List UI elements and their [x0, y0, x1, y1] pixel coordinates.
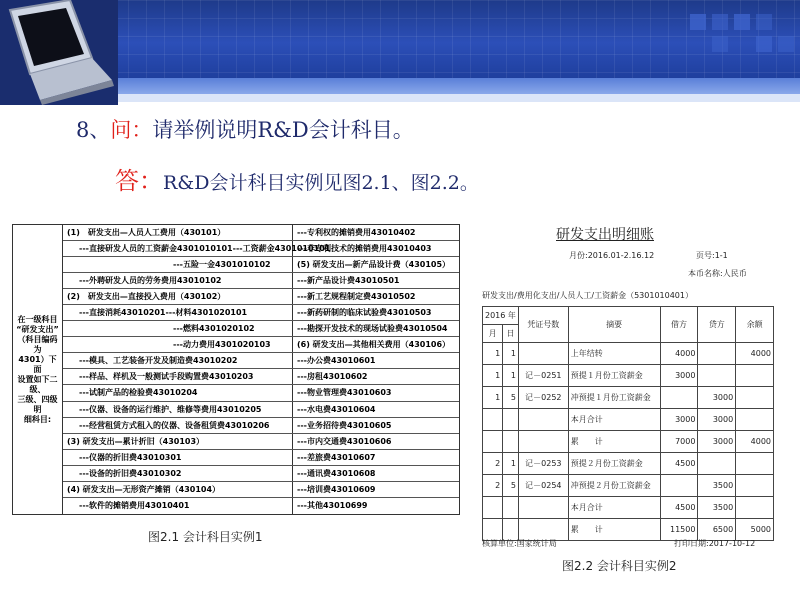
ledger-cell-v: 记－0252	[518, 387, 568, 409]
ledger-cell-s: 本月合计	[568, 497, 660, 519]
ledger-cell-dr	[660, 387, 698, 409]
account-subject-table-1	[12, 224, 460, 515]
ledger-cell-dr: 11500	[660, 519, 698, 541]
account-row	[63, 450, 459, 466]
ledger-cell-v	[518, 431, 568, 453]
ledger-cell-bal: 4000	[736, 343, 774, 365]
ledger-cell-bal	[736, 387, 774, 409]
question-text: 请举例说明R&D会计科目。	[152, 118, 414, 142]
ledger-cell-dr	[660, 475, 698, 497]
ledger-cell-s: 本月合计	[568, 409, 660, 431]
account-row-left: ---软件的摊销费用43010401	[63, 498, 293, 514]
ledger-cell-dr: 3000	[660, 409, 698, 431]
ledger-account: 研发支出/费用化支出/人员人工/工资薪金（5301010401）	[482, 291, 693, 300]
ledger-row	[483, 409, 774, 431]
ledger-cell-m	[483, 431, 503, 453]
slide-header-banner	[0, 0, 800, 105]
answer-line	[115, 161, 479, 196]
ledger-row	[483, 343, 774, 365]
account-row-right: ---办公费43010601	[297, 356, 376, 366]
ledger-cell-s: 上年结转	[568, 343, 660, 365]
account-row-right: ---差旅费43010607	[297, 452, 376, 462]
ledger-cell-s: 预提２月份工资薪金	[568, 453, 660, 475]
account-row-left: ---模具、工艺装备开发及制造费43010202	[63, 353, 293, 368]
ledger-cell-d: 1	[503, 365, 519, 387]
ledger-print-date: 打印日期:2017-10-12	[674, 539, 756, 548]
ledger-cell-s: 冲预提２月份工资薪金	[568, 475, 660, 497]
month-header: 月	[483, 325, 503, 343]
ledger-cell-v: 记－0254	[518, 475, 568, 497]
ledger-cell-m: 1	[483, 365, 503, 387]
account-row	[63, 385, 459, 401]
account-rows	[63, 225, 459, 514]
ledger-cell-d: 5	[503, 387, 519, 409]
ledger-row	[483, 365, 774, 387]
account-row	[63, 418, 459, 434]
account-row	[63, 241, 459, 257]
ledger-month: 月份:2016.01-2.16.12	[569, 251, 655, 260]
ledger-page: 页号:1-1	[696, 251, 728, 260]
ledger-table	[482, 306, 774, 541]
ledger-cell-d	[503, 497, 519, 519]
account-row	[63, 498, 459, 514]
ledger-cell-s: 累 计	[568, 431, 660, 453]
balance-header: 余额	[736, 307, 774, 343]
credit-header: 贷方	[698, 307, 736, 343]
ledger-header-row-1	[483, 307, 774, 325]
account-row-left: ---样品、样机及一般测试手段购置费43010203	[63, 369, 293, 384]
answer-label: 答：	[115, 167, 163, 195]
account-row-left: (2) 研发支出—直接投入费用（430102）	[63, 289, 293, 304]
account-row	[63, 257, 459, 273]
ledger-cell-s: 预提１月份工资薪金	[568, 365, 660, 387]
ledger-cell-cr: 3500	[698, 475, 736, 497]
account-row-right: ---房租43010602	[297, 372, 368, 382]
account-row	[63, 402, 459, 418]
account-row-right: ---专利权的摊销费用43010402	[297, 228, 416, 238]
ledger-cell-bal: 4000	[736, 431, 774, 453]
account-row-right: ---非专利技术的摊销费用43010403	[297, 244, 432, 254]
account-row-right: ---培训费43010609	[297, 484, 376, 494]
account-row-left: (3) 研发支出—累计折旧（430103）	[63, 434, 293, 449]
ledger-cell-bal	[736, 475, 774, 497]
day-header: 日	[503, 325, 519, 343]
account-row-left: ---仪器的折旧费43010301	[63, 450, 293, 465]
account-row	[63, 289, 459, 305]
account-row	[63, 321, 459, 337]
ledger-cell-d: 1	[503, 343, 519, 365]
ledger-cell-dr: 4500	[660, 453, 698, 475]
account-row-right: ---新药研制的临床试验费43010503	[297, 308, 432, 318]
account-row-right: ---市内交通费43010606	[297, 436, 392, 446]
ledger-cell-m: 1	[483, 387, 503, 409]
ledger-cell-dr: 4500	[660, 497, 698, 519]
first-level-account-label: 在一级科目 “研发支出” （科目编码为 4301）下面 设置如下二级、 三级、四级明 细科目:	[13, 225, 63, 514]
ledger-cell-d: 5	[503, 475, 519, 497]
account-row-left: ---燃料4301020102	[63, 321, 293, 336]
account-row-right: ---水电费43010604	[297, 404, 376, 414]
account-row-right: ---新产品设计费43010501	[297, 276, 400, 286]
account-row-left: ---外聘研发人员的劳务费用43010102	[63, 273, 293, 288]
account-row-right: ---勘探开发技术的现场试验费43010504	[297, 324, 448, 334]
ledger-currency: 本币名称:人民币	[688, 269, 747, 278]
ledger-row	[483, 497, 774, 519]
figure-2-caption: 图2.2 会计科目实例2	[562, 559, 677, 573]
ledger-cell-v	[518, 409, 568, 431]
account-row-left: (1) 研发支出—人员人工费用（430101）	[63, 225, 293, 240]
ledger-cell-bal	[736, 453, 774, 475]
account-row-left: ---直接研发人员的工资薪金4301010101---工资薪金4301010101	[63, 241, 293, 256]
ledger-unit: 核算单位:国家统计局	[482, 539, 557, 548]
account-row-right: ---业务招待费43010605	[297, 420, 392, 430]
ledger-cell-m: 2	[483, 475, 503, 497]
ledger-cell-bal	[736, 497, 774, 519]
account-row	[63, 305, 459, 321]
account-row-left: ---设备的折旧费43010302	[63, 466, 293, 481]
ledger-cell-dr: 7000	[660, 431, 698, 453]
account-row	[63, 482, 459, 498]
question-label: 问：	[110, 118, 153, 142]
ledger-cell-m: 1	[483, 343, 503, 365]
ledger-cell-cr	[698, 453, 736, 475]
account-row-left: ---经营租赁方式租入的仪器、设备租赁费43010206	[63, 418, 293, 433]
voucher-header: 凭证号数	[518, 307, 568, 343]
ledger-cell-v: 记－0253	[518, 453, 568, 475]
account-row	[63, 225, 459, 241]
account-row	[63, 337, 459, 353]
account-row-left: ---试制产品的检验费43010204	[63, 385, 293, 400]
account-row	[63, 369, 459, 385]
ledger-cell-m: 2	[483, 453, 503, 475]
ledger-row	[483, 475, 774, 497]
ledger-cell-bal: 5000	[736, 519, 774, 541]
ledger-cell-cr	[698, 365, 736, 387]
account-row-left: ---动力费用4301020103	[63, 337, 293, 352]
account-row-left: ---仪器、设备的运行维护、维修等费用43010205	[63, 402, 293, 417]
account-row-left: ---五险一金4301010102	[63, 257, 293, 272]
ledger-cell-s: 累 计	[568, 519, 660, 541]
question-number: 8、	[76, 118, 111, 142]
ledger-cell-cr: 3500	[698, 497, 736, 519]
account-row-right: (6) 研发支出—其他相关费用（430106）	[297, 340, 451, 350]
account-row-right: ---其他43010699	[297, 501, 368, 511]
account-row	[63, 273, 459, 289]
ledger-cell-cr	[698, 343, 736, 365]
ledger-cell-v	[518, 497, 568, 519]
ledger-cell-s: 冲预提１月份工资薪金	[568, 387, 660, 409]
account-row-left: ---直接消耗43010201---材料4301020101	[63, 305, 293, 320]
year-header: 2016 年	[483, 307, 519, 325]
ledger-cell-v: 记－0251	[518, 365, 568, 387]
account-row	[63, 353, 459, 369]
ledger-cell-dr: 4000	[660, 343, 698, 365]
ledger-cell-m	[483, 409, 503, 431]
ledger-cell-d: 1	[503, 453, 519, 475]
ledger-cell-d	[503, 409, 519, 431]
ledger-row	[483, 453, 774, 475]
account-row-right: ---物业管理费43010603	[297, 388, 392, 398]
ledger-cell-bal	[736, 365, 774, 387]
debit-header: 借方	[660, 307, 698, 343]
account-row	[63, 466, 459, 482]
laptop-icon	[0, 0, 118, 105]
ledger-row	[483, 387, 774, 409]
question-line	[76, 114, 414, 144]
summary-header: 摘要	[568, 307, 660, 343]
ledger-row	[483, 431, 774, 453]
ledger-title: 研发支出明细账	[556, 227, 654, 243]
ledger-cell-d	[503, 431, 519, 453]
account-row-right: ---通讯费43010608	[297, 468, 376, 478]
account-row	[63, 434, 459, 450]
account-row-right: (5) 研发支出—新产品设计费（430105）	[297, 260, 451, 270]
ledger-cell-bal	[736, 409, 774, 431]
ledger-cell-cr: 3000	[698, 387, 736, 409]
ledger-cell-dr: 3000	[660, 365, 698, 387]
figure-1-caption: 图2.1 会计科目实例1	[148, 530, 263, 544]
answer-text: R&D会计科目实例见图2.1、图2.2。	[163, 172, 479, 194]
ledger-cell-v	[518, 343, 568, 365]
account-row-left: (4) 研发支出—无形资产摊销（430104）	[63, 482, 293, 497]
rd-ledger-detail	[474, 222, 774, 582]
ledger-cell-m	[483, 497, 503, 519]
account-row-right: ---新工艺规程制定费43010502	[297, 292, 416, 302]
ledger-cell-cr: 6500	[698, 519, 736, 541]
ledger-cell-cr: 3000	[698, 431, 736, 453]
ledger-cell-cr: 3000	[698, 409, 736, 431]
